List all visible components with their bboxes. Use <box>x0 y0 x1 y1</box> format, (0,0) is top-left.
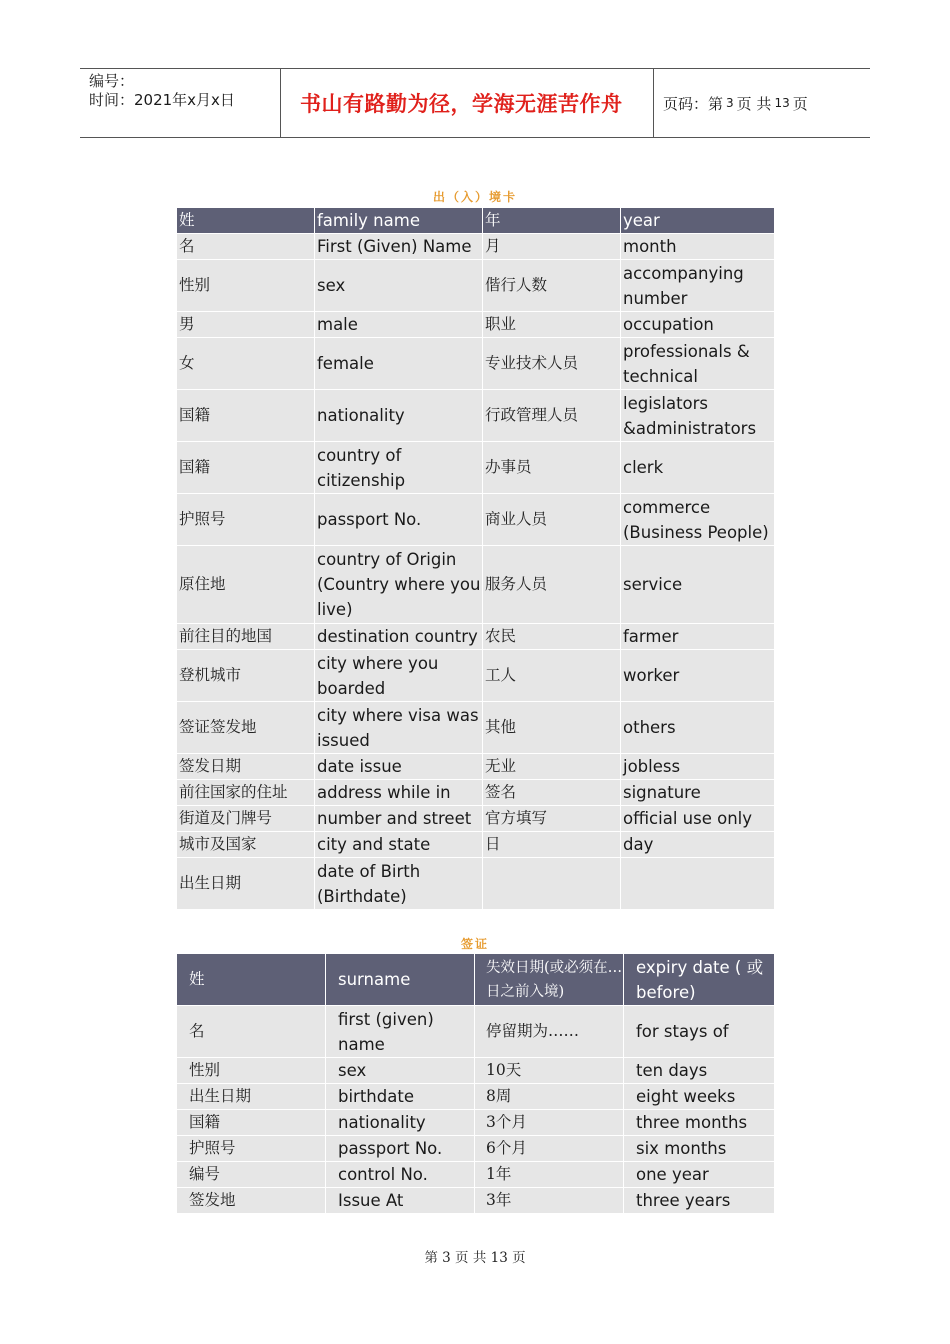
cn-field-cell: 职业 <box>483 312 621 338</box>
cn-field-cell: 国籍 <box>177 390 315 442</box>
en-value-cell: eight weeks <box>624 1084 775 1110</box>
page-footer: 第 3 页 共 13 页 <box>424 1250 526 1266</box>
en-field-cell: first (given) name <box>326 1006 475 1058</box>
table-row <box>177 260 775 312</box>
cn-field-cell: 街道及门牌号 <box>177 806 315 832</box>
cn-field-cell: 月 <box>483 234 621 260</box>
en-field-cell <box>621 858 775 910</box>
cn-field-cell: 其他 <box>483 702 621 754</box>
cn-field-cell: 护照号 <box>177 494 315 546</box>
cn-field-cell: 行政管理人员 <box>483 390 621 442</box>
page-header <box>80 68 870 138</box>
table-row <box>177 1188 775 1214</box>
en-field-cell: date of Birth (Birthdate) <box>315 858 483 910</box>
page-prefix: 页码：第 <box>663 94 724 113</box>
en-field-cell: destination country <box>315 624 483 650</box>
page-number: 3 <box>726 96 734 110</box>
en-value-cell: ten days <box>624 1058 775 1084</box>
cn-field-cell: 商业人员 <box>483 494 621 546</box>
table-row <box>177 650 775 702</box>
cn-value-cell: 6个月 <box>475 1136 624 1162</box>
en-value-cell: expiry date ( 或 before) <box>624 954 775 1006</box>
cn-value-cell: 8周 <box>475 1084 624 1110</box>
header-page-info <box>654 69 870 137</box>
cn-field-cell: 男 <box>177 312 315 338</box>
cn-value-cell: 10天 <box>475 1058 624 1084</box>
en-field-cell: male <box>315 312 483 338</box>
cn-field-cell: 国籍 <box>177 1110 326 1136</box>
en-field-cell: city where you boarded <box>315 650 483 702</box>
cn-field-cell: 签证签发地 <box>177 702 315 754</box>
header-motto: 书山有路勤为径，学海无涯苦作舟 <box>281 69 654 137</box>
en-field-cell: date issue <box>315 754 483 780</box>
en-field-cell: occupation <box>621 312 775 338</box>
cn-field-cell: 女 <box>177 338 315 390</box>
cn-field-cell: 姓 <box>177 208 315 234</box>
cn-field-cell: 前往目的地国 <box>177 624 315 650</box>
cn-field-cell: 出生日期 <box>177 1084 326 1110</box>
en-value-cell: three years <box>624 1188 775 1214</box>
table-row <box>177 312 775 338</box>
en-field-cell: official use only <box>621 806 775 832</box>
en-field-cell: sex <box>315 260 483 312</box>
table-row <box>177 754 775 780</box>
table-row <box>177 780 775 806</box>
section2-title: 签证 <box>460 937 489 951</box>
en-field-cell: control No. <box>326 1162 475 1188</box>
en-field-cell: farmer <box>621 624 775 650</box>
en-field-cell: clerk <box>621 442 775 494</box>
en-field-cell: city where visa was issued <box>315 702 483 754</box>
en-value-cell: six months <box>624 1136 775 1162</box>
cn-field-cell: 名 <box>177 234 315 260</box>
en-field-cell: passport No. <box>315 494 483 546</box>
table-row <box>177 494 775 546</box>
en-field-cell: legislators &administrators <box>621 390 775 442</box>
cn-field-cell: 性别 <box>177 1058 326 1084</box>
cn-field-cell: 工人 <box>483 650 621 702</box>
en-field-cell: professionals & technical <box>621 338 775 390</box>
table-row <box>177 1006 775 1058</box>
cn-field-cell: 出生日期 <box>177 858 315 910</box>
cn-field-cell <box>483 858 621 910</box>
visa-table <box>176 953 775 1214</box>
en-field-cell: day <box>621 832 775 858</box>
en-field-cell: First (Given) Name <box>315 234 483 260</box>
en-field-cell: country of citizenship <box>315 442 483 494</box>
page-total: 13 <box>774 96 790 110</box>
cn-field-cell: 性别 <box>177 260 315 312</box>
cn-field-cell: 城市及国家 <box>177 832 315 858</box>
table-row <box>177 234 775 260</box>
cn-field-cell: 农民 <box>483 624 621 650</box>
page-mid: 页 共 <box>736 94 772 113</box>
cn-field-cell: 服务人员 <box>483 546 621 624</box>
cn-field-cell: 签发日期 <box>177 754 315 780</box>
table-row <box>177 390 775 442</box>
table-row <box>177 624 775 650</box>
cn-field-cell: 年 <box>483 208 621 234</box>
en-field-cell: jobless <box>621 754 775 780</box>
cn-field-cell: 无业 <box>483 754 621 780</box>
cn-value-cell: 停留期为…… <box>475 1006 624 1058</box>
en-field-cell: month <box>621 234 775 260</box>
section1-title: 出（入）境卡 <box>432 190 517 204</box>
cn-field-cell: 名 <box>177 1006 326 1058</box>
en-field-cell: nationality <box>326 1110 475 1136</box>
en-field-cell: nationality <box>315 390 483 442</box>
en-field-cell: commerce (Business People) <box>621 494 775 546</box>
cn-value-cell: 1年 <box>475 1162 624 1188</box>
cn-field-cell: 护照号 <box>177 1136 326 1162</box>
en-value-cell: for stays of <box>624 1006 775 1058</box>
table-row <box>177 1136 775 1162</box>
en-field-cell: signature <box>621 780 775 806</box>
table-row <box>177 208 775 234</box>
en-field-cell: female <box>315 338 483 390</box>
table-row <box>177 954 775 1006</box>
cn-field-cell: 姓 <box>177 954 326 1006</box>
en-field-cell: address while in <box>315 780 483 806</box>
en-field-cell: Issue At <box>326 1188 475 1214</box>
page-suffix: 页 <box>792 94 808 113</box>
table-row <box>177 1110 775 1136</box>
en-field-cell: others <box>621 702 775 754</box>
en-field-cell: family name <box>315 208 483 234</box>
cn-value-cell: 3个月 <box>475 1110 624 1136</box>
cn-field-cell: 前往国家的住址 <box>177 780 315 806</box>
table-row <box>177 1084 775 1110</box>
en-field-cell: accompanying number <box>621 260 775 312</box>
cn-field-cell: 专业技术人员 <box>483 338 621 390</box>
header-meta <box>80 69 281 137</box>
en-value-cell: three months <box>624 1110 775 1136</box>
table-row <box>177 1058 775 1084</box>
cn-field-cell: 原住地 <box>177 546 315 624</box>
cn-field-cell: 签名 <box>483 780 621 806</box>
en-field-cell: birthdate <box>326 1084 475 1110</box>
en-field-cell: country of Origin (Country where you live) <box>315 546 483 624</box>
entry-card-table <box>176 207 775 910</box>
en-value-cell: one year <box>624 1162 775 1188</box>
table-row <box>177 338 775 390</box>
table-row <box>177 702 775 754</box>
en-field-cell: surname <box>326 954 475 1006</box>
en-field-cell: sex <box>326 1058 475 1084</box>
serial-label: 编号： <box>89 72 135 90</box>
table-row <box>177 442 775 494</box>
table-row <box>177 1162 775 1188</box>
cn-field-cell: 登机城市 <box>177 650 315 702</box>
en-field-cell: passport No. <box>326 1136 475 1162</box>
en-field-cell: worker <box>621 650 775 702</box>
cn-field-cell: 官方填写 <box>483 806 621 832</box>
cn-value-cell: 3年 <box>475 1188 624 1214</box>
en-field-cell: city and state <box>315 832 483 858</box>
time-label: 时间：2021年x月x日 <box>89 91 235 109</box>
en-field-cell: service <box>621 546 775 624</box>
table-row <box>177 806 775 832</box>
cn-field-cell: 办事员 <box>483 442 621 494</box>
cn-field-cell: 国籍 <box>177 442 315 494</box>
cn-field-cell: 编号 <box>177 1162 326 1188</box>
en-field-cell: year <box>621 208 775 234</box>
table-row <box>177 832 775 858</box>
cn-field-cell: 签发地 <box>177 1188 326 1214</box>
table-row <box>177 546 775 624</box>
cn-field-cell: 偕行人数 <box>483 260 621 312</box>
cn-value-cell: 失效日期(或必须在…日之前入境) <box>475 954 624 1006</box>
en-field-cell: number and street <box>315 806 483 832</box>
cn-field-cell: 日 <box>483 832 621 858</box>
table-row <box>177 858 775 910</box>
